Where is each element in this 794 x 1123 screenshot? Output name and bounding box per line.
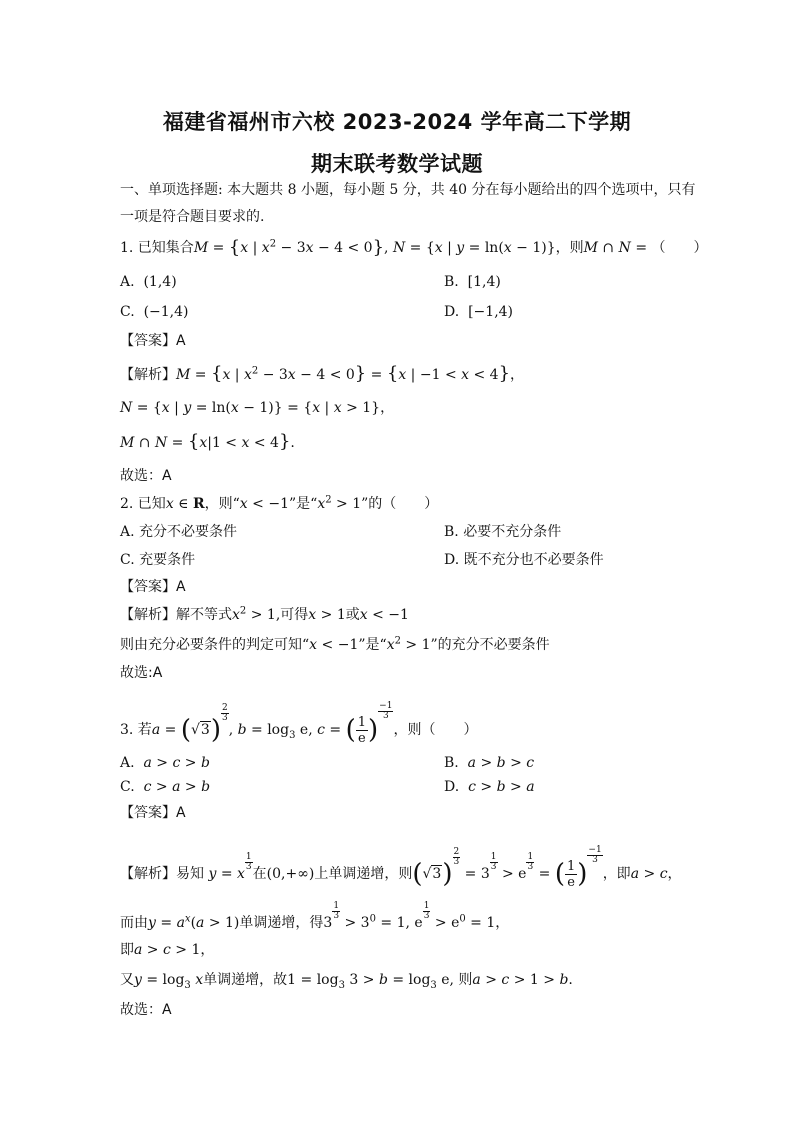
section-heading-cont: 一项是符合题目要求的. [120, 209, 265, 225]
q2-option-a: A. 充分不必要条件 [120, 524, 238, 540]
q1-option-d: D. [−1,4) [444, 304, 514, 320]
q3-option-d: D. c > b > a [444, 779, 535, 795]
q2-option-d: D. 既不充分也不必要条件 [444, 552, 604, 568]
q3-option-a: A. a > c > b [120, 755, 210, 771]
q1-option-c: C. (−1,4) [120, 304, 189, 320]
q3-stem: 3. 若a = (√3) $\frac{2}{3}$ , $b = \log_3 e$, c = ( $\frac{1}{e}$ ) $\frac{-1}{3}$ ，则（ ） [120, 701, 478, 746]
q1-choice: 故选：A [120, 468, 172, 484]
q1-analysis-1: 【解析】M = {x | $x^2 - 3x - 4 < 0\} = \{x$ | −1 < x < 4}， [120, 363, 525, 384]
q2-answer: 【答案】A [120, 579, 186, 595]
q1-analysis-2: N = {x | y = ln(x − 1)} = {x | x > 1}， [120, 400, 395, 416]
q3-analysis-2: 而由$y = a^x(a > 1)$单调递增，得3 $\frac{1}{3}$ > $3^0 = 1$, e $\frac{1}{3}$ > $e^0 = 1$， [120, 901, 510, 931]
q2-analysis-1: 【解析】解不等式$x^2 > 1$,可得x > 1或x < −1 [120, 605, 409, 623]
q3-option-b: B. a > b > c [444, 755, 535, 771]
q2-analysis-2: 则由充分必要条件的判定可知“x < −1”是“$x^2 > 1$”的充分不必要条件 [120, 635, 550, 653]
section-heading: 一、单项选择题: 本大题共 8 小题，每小题 5 分，共 40 分在每小题给出的四个选项中，只有 [120, 182, 696, 198]
q2-choice: 故选:A [120, 665, 163, 681]
document-title-line1: 福建省福州市六校 2023-2024 学年高二下学期 [162, 110, 632, 134]
q2-stem: 2. 已知x ∈ R，则“x < −1”是“$x^2 > 1$”的（ ） [120, 494, 439, 512]
q3-analysis-1: 【解析】易知 y = x $\frac{1}{3}$ 在(0,+∞)上单调递增，则(√3) $\frac{2}{3}$ = 3 $\frac{1}{3}$ > e $\frac{1}{3}$ = ( $\frac{1}{e}$ ) $\frac{-1}{3}$ ，即a > c， [120, 845, 682, 890]
q1-option-b: B. [1,4) [444, 274, 501, 290]
document-title-line2: 期末联考数学试题 [311, 152, 483, 176]
q1-answer: 【答案】A [120, 333, 186, 349]
q3-analysis-3: 即a > c > 1， [120, 942, 215, 958]
q1-option-a: A. (1,4) [120, 274, 177, 290]
q2-option-c: C. 充要条件 [120, 552, 196, 568]
q3-analysis-4: 又$y = \log_3 x$单调递增，故$1 = \log_3 3 > b = \log_3 e$, 则a > c > 1 > b. [120, 972, 573, 991]
q3-answer: 【答案】A [120, 805, 186, 821]
q1-stem: 1. 已知集合M = {x | $x^2 - 3x - 4 < 0$}, N = {x | y = ln(x − 1)}，则M ∩ N = （ ） [120, 237, 708, 258]
q2-option-b: B. 必要不充分条件 [444, 524, 562, 540]
q1-analysis-3: M ∩ N = {x|1 < x < 4}. [120, 431, 295, 452]
q3-choice: 故选：A [120, 1002, 172, 1018]
q3-option-c: C. c > a > b [120, 779, 211, 795]
